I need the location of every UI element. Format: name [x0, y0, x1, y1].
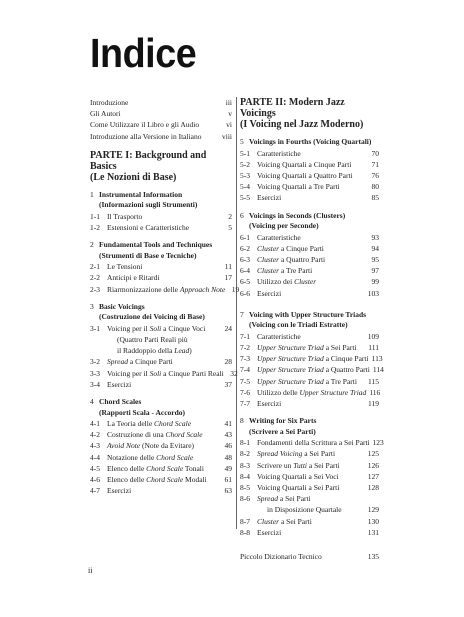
part-heading: PARTE II: Modern Jazz Voicings: [240, 97, 345, 119]
toc-entry[interactable]: 1-1 Il Trasporto 2: [90, 211, 232, 221]
toc-entry[interactable]: 2-1 Le Tensioni 11: [90, 262, 232, 272]
toc-entry[interactable]: 4-4 Notazione delle Chord Scale 48: [90, 452, 232, 462]
toc-entry[interactable]: 7-4 Upper Structure Triad a Quattro Parti 114: [240, 365, 384, 375]
chapter-heading[interactable]: 8 Writing for Six Parts: [240, 416, 317, 426]
toc-entry[interactable]: 4-1 La Teoria delle Chord Scale 41: [90, 419, 232, 429]
toc-entry[interactable]: 4-7 Esercizi 63: [90, 486, 232, 496]
toc-entry[interactable]: 8-7 Cluster a Sei Parti 130: [240, 516, 379, 526]
toc-entry-continuation: (Quattro Parti Reali più: [117, 335, 188, 345]
toc-entry[interactable]: 6-2 Cluster a Cinque Parti 94: [240, 243, 379, 253]
chapter-heading[interactable]: 2 Fundamental Tools and Techniques: [90, 240, 213, 250]
toc-entry[interactable]: 2-2 Anticipi e Ritardi 17: [90, 273, 232, 283]
toc-entry[interactable]: 8-6 Spread a Sei Parti: [240, 494, 311, 504]
chapter-subheading: (Rapporti Scala - Accordo): [99, 407, 186, 417]
toc-entry[interactable]: 8-3 Scrivere un Tutti a Sei Parti 126: [240, 460, 379, 470]
chapter-heading[interactable]: 7 Voicing with Upper Structure Triads: [240, 309, 367, 319]
toc-entry[interactable]: 2-3 Riarmonizzazione delle Approach Note 19: [90, 284, 240, 294]
toc-entry[interactable]: 1-2 Estensioni e Caratteristiche 5: [90, 223, 232, 233]
toc-entry[interactable]: 7-3 Upper Structure Triad a Cinque Parti 113: [240, 354, 383, 364]
chapter-heading[interactable]: 4 Chord Scales: [90, 397, 142, 407]
toc-entry[interactable]: Introduzione iii: [90, 98, 232, 107]
toc-entry[interactable]: 7-2 Upper Structure Triad a Sei Parti 111: [240, 342, 379, 352]
toc-entry[interactable]: 5-1 Caratteristiche 70: [240, 148, 379, 158]
chapter-heading[interactable]: 1 Instrumental Information: [90, 189, 183, 199]
chapter-subheading: (Voicing con le Triadi Estratte): [249, 320, 348, 330]
chapter-heading[interactable]: 5 Voicings in Fourths (Voicing Quartali): [240, 137, 372, 146]
toc-right-column: [240, 97, 384, 562]
toc-entry[interactable]: 5-5 Esercizi 85: [240, 193, 379, 203]
toc-entry[interactable]: 8-8 Esercizi 131: [240, 527, 379, 537]
toc-entry[interactable]: 4-3 Avoid Note (Note da Evitare) 46: [90, 441, 232, 451]
chapter-subheading: (Costruzione dei Voicing di Base): [99, 312, 205, 322]
part-subheading: (Le Nozioni di Base): [90, 171, 177, 183]
chapter-subheading: (Informazioni sugli Strumenti): [99, 200, 198, 210]
part-heading: PARTE I: Background and Basics: [90, 149, 207, 172]
toc-entry-continuation: il Raddoppio della Lead): [117, 346, 192, 356]
toc-entry[interactable]: 7-6 Utilizzo delle Upper Structure Triad 116: [240, 387, 381, 397]
toc-entry[interactable]: 5-2 Voicing Quartali a Cinque Parti 71: [240, 159, 379, 169]
chapter-heading[interactable]: 3 Basic Voicings: [90, 301, 145, 311]
toc-entry[interactable]: 3-3 Voicing per il Soli a Cinque Parti Reali 32: [90, 368, 238, 378]
toc-entry[interactable]: 5-3 Voicing Quartali a Quattro Parti 76: [240, 170, 379, 180]
toc-entry[interactable]: 8-5 Voicing Quartali a Sei Parti 128: [240, 482, 379, 492]
toc-entry[interactable]: 8-4 Voicing Quartali a Sei Voci 127: [240, 471, 379, 481]
toc-entry-dictionary[interactable]: Piccolo Dizionario Tecnico 135: [240, 551, 379, 561]
toc-entry[interactable]: 7-5 Upper Structure Triad a Tre Parti 115: [240, 376, 379, 386]
toc-entry[interactable]: 4-6 Elenco delle Chord Scale Modali 61: [90, 475, 232, 485]
page-number: ii: [88, 566, 93, 575]
toc-entry[interactable]: 8-2 Spread Voicing a Sei Parti 125: [240, 449, 379, 459]
toc-entry[interactable]: 5-4 Voicing Quartali a Tre Parti 80: [240, 182, 379, 192]
toc-left-column: [90, 97, 240, 496]
chapter-heading[interactable]: 6 Voicings in Seconds (Clusters): [240, 210, 346, 220]
toc-entry[interactable]: Come Utilizzare il Libro e gli Audio vi: [90, 120, 232, 130]
toc-entry[interactable]: 8-1 Fondamenti della Scrittura a Sei Parti 123: [240, 438, 384, 448]
part-subheading: (I Voicing nel Jazz Moderno): [240, 119, 364, 130]
toc-entry[interactable]: 7-1 Caratteristiche 109: [240, 331, 379, 341]
toc-entry[interactable]: 6-3 Cluster a Quattro Parti 95: [240, 254, 379, 264]
toc-entry[interactable]: 3-4 Esercizi 37: [90, 379, 232, 389]
toc-entry[interactable]: 6-5 Utilizzo dei Cluster 99: [240, 277, 379, 287]
toc-entry[interactable]: Gli Autori v: [90, 109, 232, 119]
toc-entry[interactable]: 6-6 Esercizi 103: [240, 288, 379, 298]
toc-entry[interactable]: 7-7 Esercizi 119: [240, 398, 379, 408]
chapter-subheading: (Strumenti di Base e Tecniche): [99, 250, 197, 260]
toc-entry[interactable]: 3-1 Voicing per il Soli a Cinque Voci 24: [90, 323, 232, 333]
toc-entry[interactable]: 6-1 Caratteristiche 93: [240, 232, 379, 242]
chapter-subheading: (Voicing per Seconde): [249, 221, 319, 231]
toc-entry[interactable]: 6-4 Cluster a Tre Parti 97: [240, 266, 379, 276]
toc-entry[interactable]: 3-2 Spread a Cinque Parti 28: [90, 357, 232, 367]
page-title: Indice: [90, 30, 197, 76]
toc-entry[interactable]: Introduzione alla Versione in Italiano viii: [90, 131, 232, 141]
toc-entry[interactable]: 4-5 Elenco delle Chord Scale Tonali 49: [90, 463, 232, 473]
chapter-subheading: (Scrivere a Sei Parti): [249, 426, 316, 436]
toc-entry-continuation[interactable]: in Disposizione Quartale 129: [267, 505, 379, 515]
column-divider: [236, 97, 237, 529]
toc-entry[interactable]: 4-2 Costruzione di una Chord Scale 43: [90, 430, 232, 440]
